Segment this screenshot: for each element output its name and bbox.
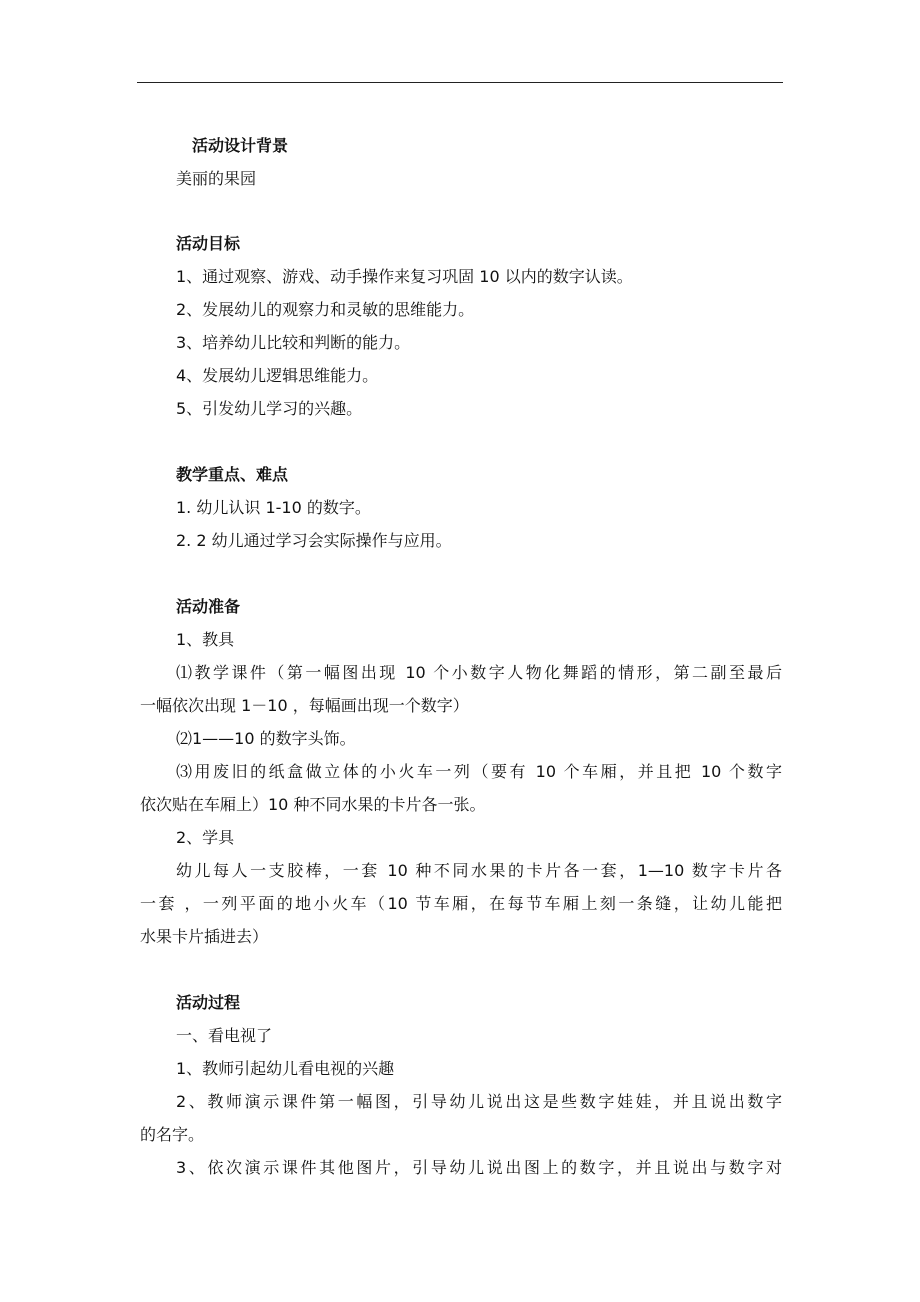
heading-process: 活动过程 [176, 993, 241, 1012]
process-step3-line1: 3、依次演示课件其他图片，引导幼儿说出图上的数字，并且说出与数字对 [176, 1158, 782, 1177]
heading-keypoints: 教学重点、难点 [176, 465, 289, 484]
goal-item: 4、发展幼儿逻辑思维能力。 [176, 366, 379, 385]
tool2: ⑵1——10 的数字头饰。 [176, 729, 356, 748]
learn-line2: 一套 ，一列平面的地小火车（10 节车厢，在每节车厢上刻一条缝，让幼儿能把 [140, 894, 782, 913]
process-step1: 1、教师引起幼儿看电视的兴趣 [176, 1059, 395, 1078]
header-rule [137, 82, 783, 83]
process-step2-line2: 的名字。 [140, 1125, 205, 1144]
process-step2-line1: 2、教师演示课件第一幅图，引导幼儿说出这是些数字娃娃，并且说出数字 [176, 1092, 782, 1111]
learn-line3: 水果卡片插进去） [140, 927, 269, 946]
tool3-line1: ⑶用废旧的纸盒做立体的小火车一列（要有 10 个车厢，并且把 10 个数字 [176, 762, 782, 781]
goal-item: 1、通过观察、游戏、动手操作来复习巩固 10 以内的数字认读。 [176, 267, 633, 286]
tool1-line1: ⑴教学课件（第一幅图出现 10 个小数字人物化舞蹈的情形，第二副至最后 [176, 663, 782, 682]
heading-preparation: 活动准备 [176, 597, 241, 616]
tool1-line2: 一幅依次出现 1－10 ，每幅画出现一个数字） [140, 696, 469, 715]
goal-item: 3、培养幼儿比较和判断的能力。 [176, 333, 411, 352]
teaching-tools-label: 1、教具 [176, 630, 235, 649]
process-part1: 一、看电视了 [176, 1026, 273, 1045]
background-text: 美丽的果园 [176, 169, 257, 188]
learn-line1: 幼儿每人一支胶棒，一套 10 种不同水果的卡片各一套，1—10 数字卡片各 [176, 861, 782, 880]
keypoint-item: 1. 幼儿认识 1-10 的数字。 [176, 498, 371, 517]
learning-tools-label: 2、学具 [176, 828, 235, 847]
keypoint-item: 2. 2 幼儿通过学习会实际操作与应用。 [176, 531, 452, 550]
heading-goals: 活动目标 [176, 234, 241, 253]
tool3-line2: 依次贴在车厢上）10 种不同水果的卡片各一张。 [140, 795, 486, 814]
goal-item: 2、发展幼儿的观察力和灵敏的思维能力。 [176, 300, 475, 319]
heading-background: 活动设计背景 [192, 136, 289, 155]
goal-item: 5、引发幼儿学习的兴趣。 [176, 399, 363, 418]
